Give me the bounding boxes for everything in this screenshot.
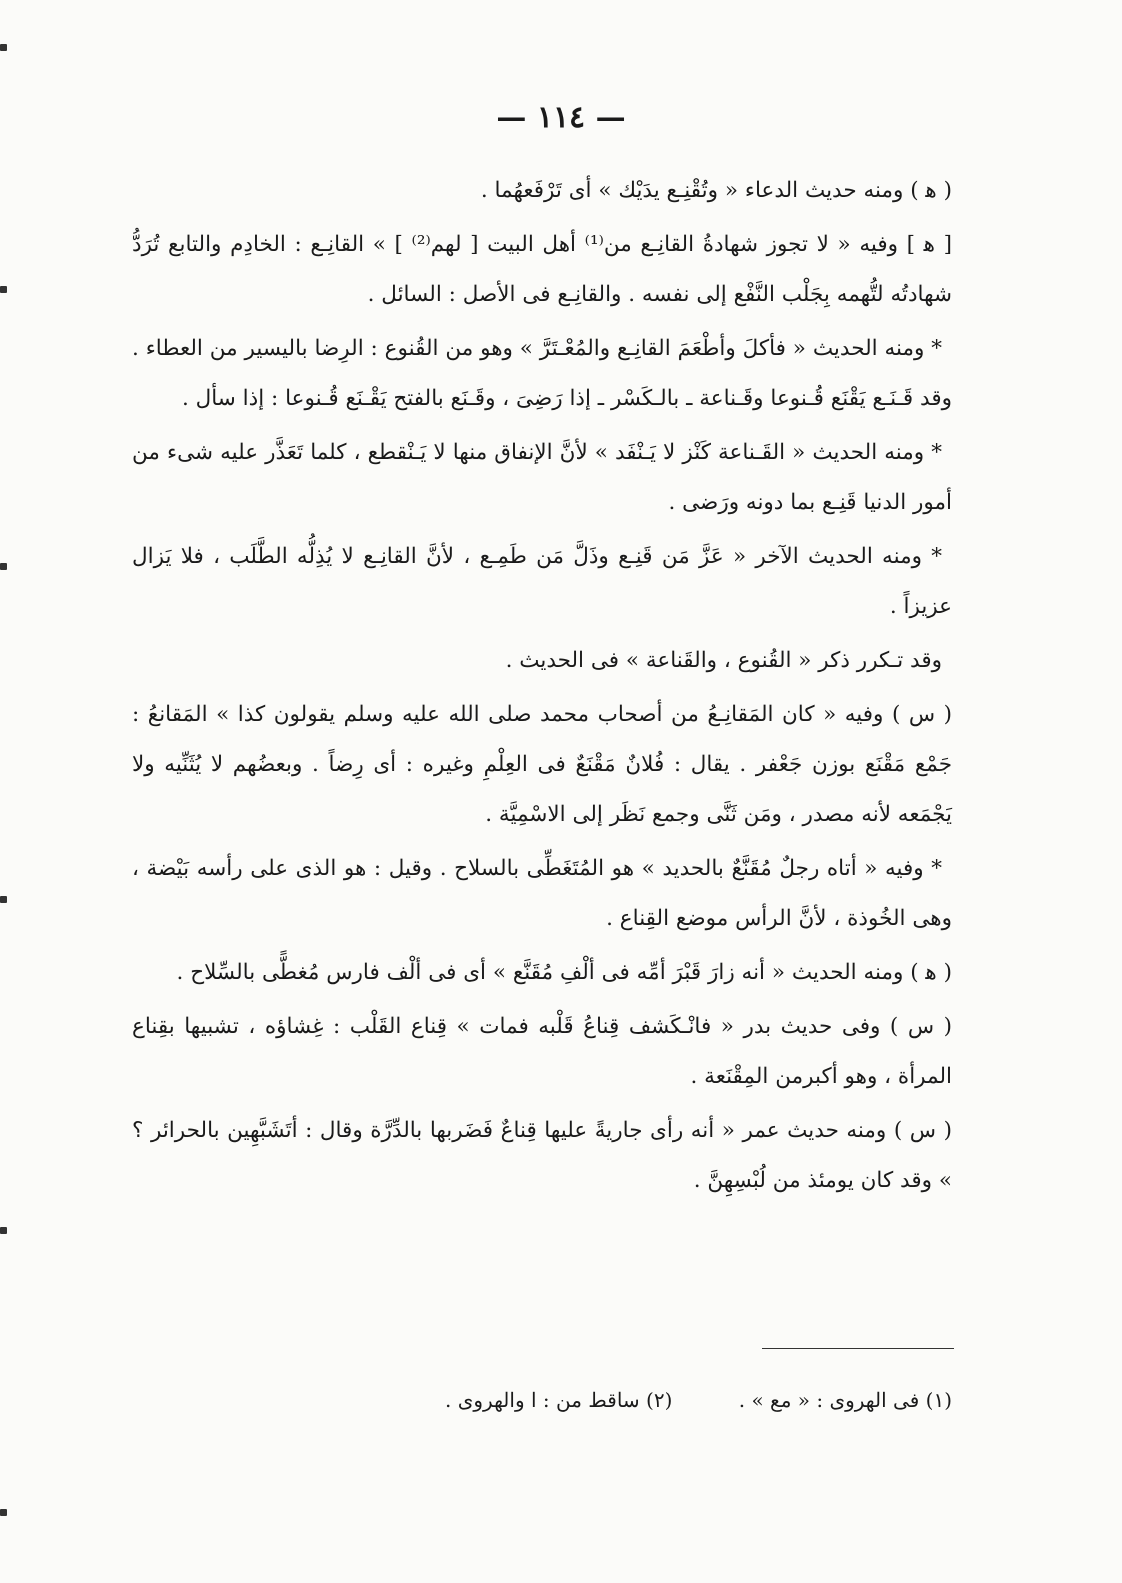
scan-edge-mark xyxy=(0,563,7,570)
paragraph: ( ﻫ ) ومنه الحديث « أنه زارَ قَبْرَ أمِّه فى ألْفِ مُقَنَّع » أى فى ألْف فارس مُغطًّى بالسِّلاح . xyxy=(176,960,952,985)
main-text xyxy=(132,166,952,1210)
paragraph: ( س ) ومنه حديث عمر « أنه رأى جاريةً عليها قِناعٌ فَضَربها بالدِّرَّة وقال : أتَشَبَّهِين بالحرائر ؟ » وقد كان يومئذ من لُبْسِهِنَّ . xyxy=(132,1118,952,1193)
scan-edge-mark xyxy=(0,1227,7,1234)
scan-edge-mark xyxy=(0,44,7,51)
scan-edge-mark xyxy=(0,1509,7,1516)
paragraph: [ ﻫ ] وفيه « لا تجوز شهادةُ القانِـع من⁽¹⁾ أهل البيت [ لهم⁽²⁾ ] » القانِـع : الخادِم والتابع تُرَدُّ شهادتُه لتُّهمه بِجَلْب النَّفْع إلى نفسه . والقانِـع فى الأصل : السائل . xyxy=(132,232,953,307)
paragraph: ( س ) وفى حديث بدر « فانْـكَشف قِناعُ قَلْبه فمات » قِناع القَلْب : غِشاؤه ، تشبيها بقِناع المرأة ، وهو أكبرمن المِقْنَعة . xyxy=(132,1014,952,1089)
scan-edge-mark xyxy=(0,896,7,903)
footnote-divider xyxy=(762,1348,954,1349)
footnote: (١) فى الهروى : « مع » . xyxy=(738,1388,952,1412)
page-number: — ١١٤ — xyxy=(496,100,626,135)
paragraph: ( س ) وفيه « كان المَقانِـعُ من أصحاب محمد صلى الله عليه وسلم يقولون كذا » المَقانعُ : جَمْع مَقْنَع بوزن جَعْفر . يقال : فُلانٌ مَقْنَعٌ فى العِلْمِ وغيره : أى رِضاً . وبعضُهم لا يُثَنِّيه ولا يَجْمَعه لأنه مصدر ، ومَن ثَنَّى وجمع نَظَر إلى الاسْمِيَّة . xyxy=(132,702,952,827)
paragraph: * ومنه الحديث « القَـناعة كَنْز لا يَـنْفَد » لأنَّ الإنفاق منها لا يَـنْقطع ، كلما تَعَذَّر عليه شىء من أمور الدنيا قَنِـع بما دونه ورَضى . xyxy=(132,440,952,515)
paragraph: * ومنه الحديث الآخر « عَزَّ مَن قَنِـع وذَلَّ مَن طَمِـع ، لأنَّ القانِـع لا يُذِلُّه الطَّلَب ، فلا يَزال عزيزاً . xyxy=(132,544,952,619)
footnote: (٢) ساقط من : ا والهروى . xyxy=(445,1388,673,1412)
paragraph: * ومنه الحديث « فأكلَ وأطْعَمَ القانِـع والمُعْـتَرَّ » وهو من القُنوع : الرِضا باليسير من العطاء . وقد قَـنَـع يَقْنَع قُـنوعا وقَـناعة ـ بالـكَسْر ـ إذا رَضِىَ ، وقَـنَع بالفتح يَقْـنَع قُـنوعا : إذا سأل . xyxy=(132,336,952,411)
paragraph: ( ﻫ ) ومنه حديث الدعاء « وتُقْنِـع يدَيْك » أى تَرْفَعهُما . xyxy=(480,178,952,203)
footnotes xyxy=(132,1380,952,1420)
paragraph: * وفيه « أتاه رجلٌ مُقَنَّعٌ بالحديد » هو المُتَغَطِّى بالسلاح . وقيل : هو الذى على رأسه بَيْضة ، وهى الخُوذة ، لأنَّ الرأس موضع القِناع . xyxy=(132,856,952,931)
scan-edge-mark xyxy=(0,286,7,293)
paragraph: وقد تـكرر ذكر « القُنوع ، والقَناعة » فى الحديث . xyxy=(505,648,942,673)
